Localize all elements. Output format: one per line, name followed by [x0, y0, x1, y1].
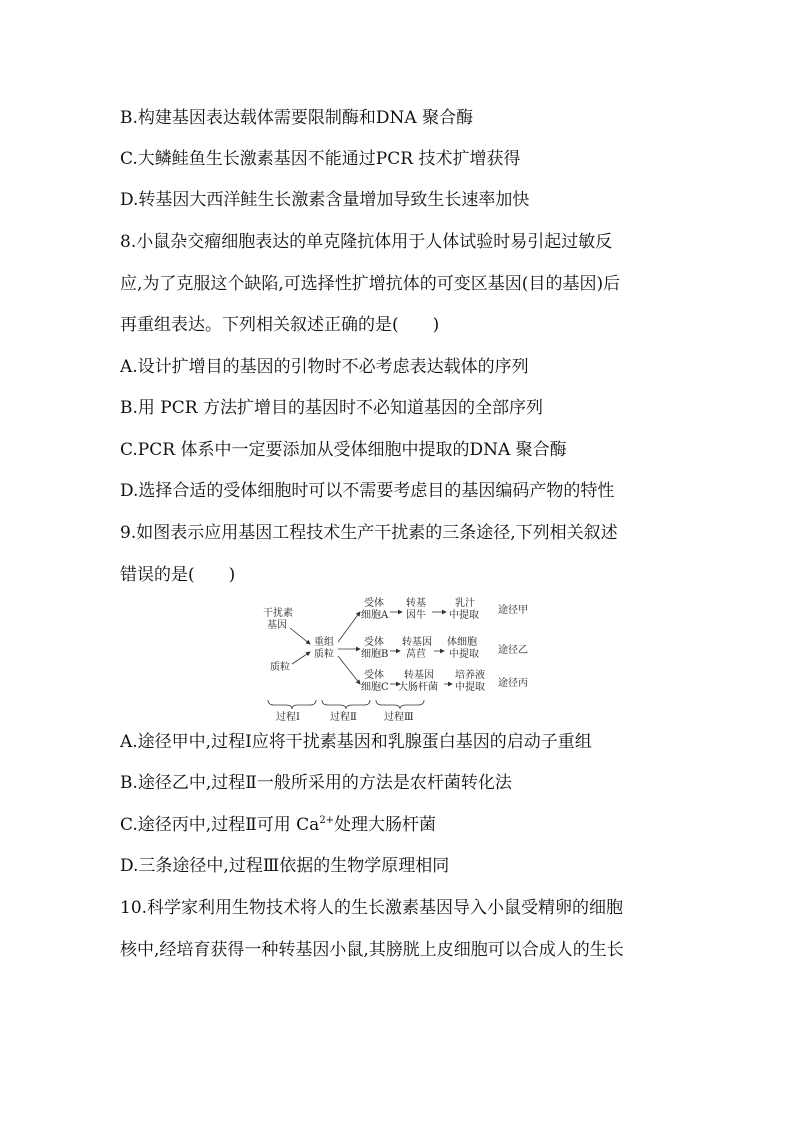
question-9-stem-1: 9.如图表示应用基因工程技术生产干扰素的三条途径,下列相关叙述 — [120, 523, 618, 543]
label-extract-medium-2: 中提取 — [455, 682, 485, 693]
label-pathway-yi: 途径乙 — [498, 645, 528, 656]
label-plasmid: 质粒 — [270, 662, 290, 673]
label-gene: 基因 — [267, 620, 287, 631]
label-interferon: 干扰素 — [263, 608, 293, 619]
label-recipient-a-2: 细胞A — [361, 610, 389, 621]
question-10-stem-1: 10.科学家利用生物技术将人的生长激素基因导入小鼠受精卵的细胞 — [120, 898, 624, 918]
label-recipient-b-1: 受体 — [364, 637, 384, 648]
label-recipient-b-2: 细胞B — [361, 649, 389, 660]
arrow-gene-to-recomb — [290, 628, 310, 644]
interferon-pathway-diagram — [250, 590, 550, 725]
label-transgenic-lettuce-2: 莴苣 — [406, 649, 426, 660]
label-recipient-a-1: 受体 — [364, 598, 384, 609]
label-transgenic-ecoli-2: 大肠杆菌 — [398, 682, 438, 693]
label-recipient-c-2: 细胞C — [361, 682, 389, 693]
bracket-process-1 — [268, 700, 316, 709]
arrow-to-cell-c — [338, 656, 360, 684]
label-process-1: 过程Ⅰ — [276, 712, 300, 723]
label-pathway-bing: 途径丙 — [498, 678, 528, 689]
question-10-stem-2: 核中,经培育获得一种转基因小鼠,其膀胱上皮细胞可以合成人的生长 — [120, 940, 624, 960]
question-8-stem-1: 8.小鼠杂交瘤细胞表达的单克隆抗体用于人体试验时易引起过敏反 — [120, 232, 613, 252]
bracket-process-2 — [322, 700, 370, 709]
label-extract-milk-2: 中提取 — [449, 610, 479, 621]
question-8-option-b: B.用 PCR 方法扩增目的基因时不必知道基因的全部序列 — [120, 398, 543, 418]
question-9-option-c: C.途径丙中,过程Ⅱ可用 $Ca^{2+}$处理大肠杆菌 — [120, 815, 437, 835]
question-8-option-c: C.PCR 体系中一定要添加从受体细胞中提取的DNA 聚合酶 — [120, 440, 567, 460]
label-transgenic-cow-2: 因牛 — [406, 610, 426, 621]
label-extract-milk-1: 乳汁 — [455, 598, 475, 609]
arrow-plasmid-to-recomb — [292, 652, 310, 664]
option-8b-prev: B.构建基因表达载体需要限制酶和DNA 聚合酶 — [120, 108, 474, 128]
question-8-stem-3: 再重组表达。下列相关叙述正确的是( ) — [120, 315, 440, 335]
label-extract-cells-1: 体细胞 — [447, 637, 477, 648]
label-transgenic-lettuce-1: 转基因 — [402, 637, 432, 648]
question-8-stem-2: 应,为了克服这个缺陷,可选择性扩增抗体的可变区基因(目的基因)后 — [120, 274, 621, 294]
label-extract-medium-1: 培养液 — [455, 670, 485, 681]
option-8c-prev: C.大鳞鲑鱼生长激素基因不能通过PCR 技术扩增获得 — [120, 149, 521, 169]
question-9-option-d: D.三条途径中,过程Ⅲ依据的生物学原理相同 — [120, 856, 450, 876]
label-process-2: 过程Ⅱ — [330, 712, 357, 723]
label-pathway-jia: 途径甲 — [498, 605, 528, 616]
label-recomb-1: 重组 — [314, 637, 334, 648]
arrow-to-cell-a — [338, 612, 360, 642]
label-transgenic-cow-1: 转基 — [406, 598, 426, 609]
label-transgenic-ecoli-1: 转基因 — [404, 670, 434, 681]
label-recomb-2: 质粒 — [314, 649, 334, 660]
bracket-process-3 — [376, 700, 424, 709]
label-extract-cells-2: 中提取 — [449, 649, 479, 660]
option-8d-prev: D.转基因大西洋鲑生长激素含量增加导致生长速率加快 — [120, 190, 530, 210]
question-9-stem-2: 错误的是( ) — [120, 565, 236, 585]
label-process-3: 过程Ⅲ — [384, 712, 414, 723]
question-9-option-b: B.途径乙中,过程Ⅱ一般所采用的方法是农杆菌转化法 — [120, 773, 512, 793]
question-9-option-a: A.途径甲中,过程Ⅰ应将干扰素基因和乳腺蛋白基因的启动子重组 — [120, 732, 592, 752]
label-recipient-c-1: 受体 — [364, 670, 384, 681]
question-8-option-a: A.设计扩增目的基因的引物时不必考虑表达载体的序列 — [120, 357, 529, 377]
question-8-option-d: D.选择合适的受体细胞时可以不需要考虑目的基因编码产物的特性 — [120, 481, 615, 501]
